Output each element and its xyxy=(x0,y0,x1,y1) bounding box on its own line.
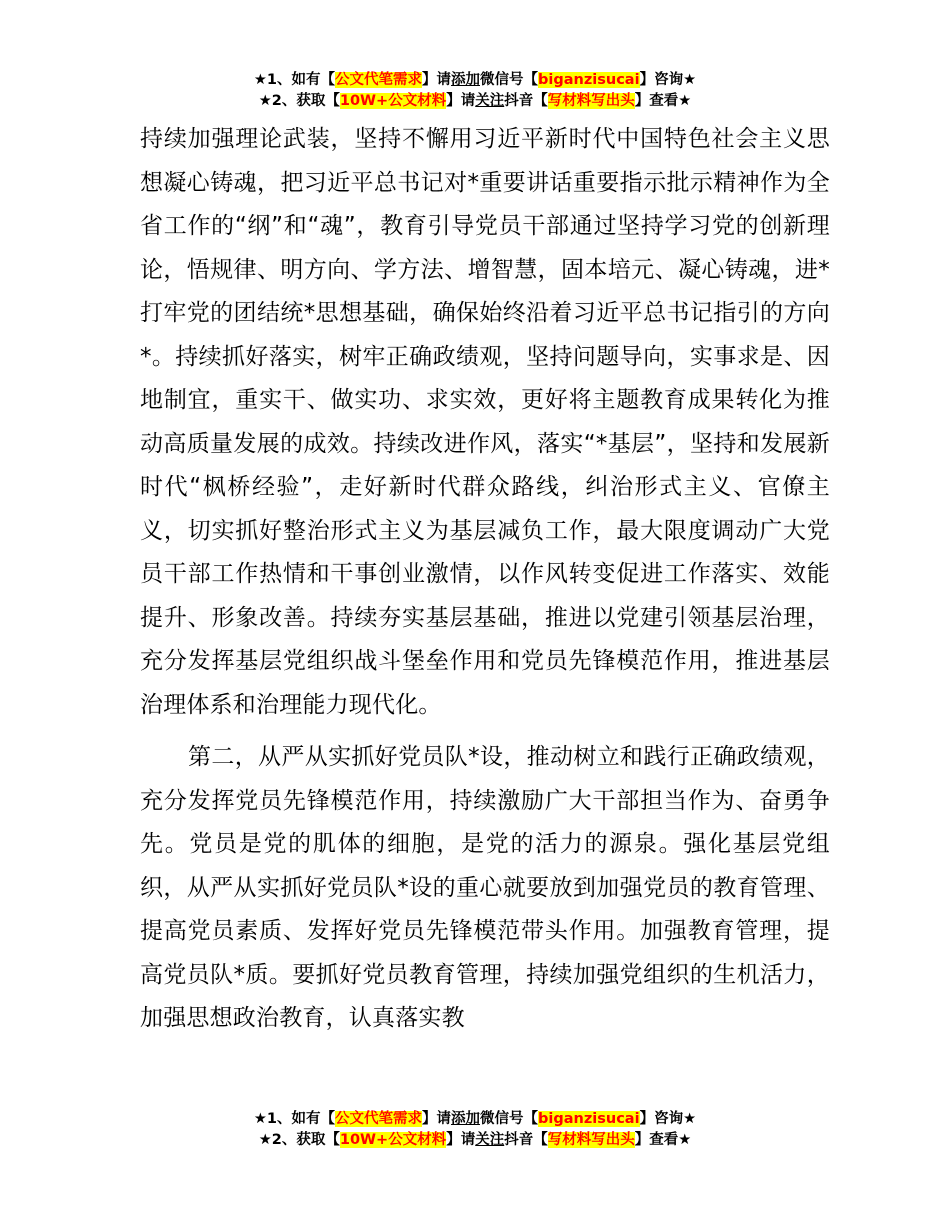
highlight-wechat-id: biganzisucai xyxy=(538,1111,640,1127)
footer-banner xyxy=(0,1109,950,1151)
highlight-douyin-account: 写材料写出头 xyxy=(547,93,635,109)
highlight-douyin-account: 写材料写出头 xyxy=(547,1132,635,1148)
highlight-wechat-id: biganzisucai xyxy=(538,72,640,88)
highlight-service: 公文代笔需求 xyxy=(335,1111,423,1127)
highlight-materials: 10W+公文材料 xyxy=(339,93,447,109)
body-paragraph-2: 第二，从严从实抓好党员队*设，推动树立和践行正确政绩观，充分发挥党员先锋模范作用，持续激励广大干部担当作为、奋勇争先。党员是党的肌体的细胞，是党的活力的源泉。强化基层党组织，从严从实抓好党员队*设的重心就要放到加强党员的教育管理、提高党员素质、发挥好党员先锋模范带头作用。加强教育管理，提高党员队*质。要抓好党员教育管理，持续加强党组织的生机活力，加强思想政治教育，认真落实教 xyxy=(140,744,830,1031)
footer-banner-line-1: ★1、如有【公文代笔需求】请添加微信号【biganzisucai】咨询★ xyxy=(253,1111,697,1127)
header-banner-line-1: ★1、如有【公文代笔需求】请添加微信号【biganzisucai】咨询★ xyxy=(253,72,697,88)
highlight-service: 公文代笔需求 xyxy=(335,72,423,88)
header-banner xyxy=(0,70,950,112)
body-paragraph-1: 持续加强理论武装，坚持不懈用习近平新时代中国特色社会主义思想凝心铸魂，把习近平总书记对*重要讲话重要指示批示精神作为全省工作的“纲”和“魂”，教育引导党员干部通过坚持学习党的创新理论，悟规律、明方向、学方法、增智慧，固本培元、凝心铸魂，进*打牢党的团结统*思想基础，确保始终沿着习近平总书记指引的方向*。持续抓好落实，树牢正确政绩观，坚持问题导向，实事求是、因地制宜，重实干、做实功、求实效，更好将主题教育成果转化为推动高质量发展的成效。持续改进作风，落实“*基层”，坚持和发展新时代“枫桥经验”，走好新时代群众路线，纠治形式主义、官僚主义，切实抓好整治形式主义为基层减负工作，最大限度调动广大党员干部工作热情和干事创业激情，以作风转变促进工作落实、效能提升、形象改善。持续夯实基层基础，推进以党建引领基层治理，充分发挥基层党组织战斗堡垒作用和党员先锋模范作用，推进基层治理体系和治理能力现代化。 xyxy=(140,126,830,718)
highlight-materials: 10W+公文材料 xyxy=(339,1132,447,1148)
document-body xyxy=(140,118,830,1041)
footer-banner-line-2: ★2、获取【10W+公文材料】请关注抖音【写材料写出头】查看★ xyxy=(258,1132,692,1148)
header-banner-line-2: ★2、获取【10W+公文材料】请关注抖音【写材料写出头】查看★ xyxy=(258,93,692,109)
